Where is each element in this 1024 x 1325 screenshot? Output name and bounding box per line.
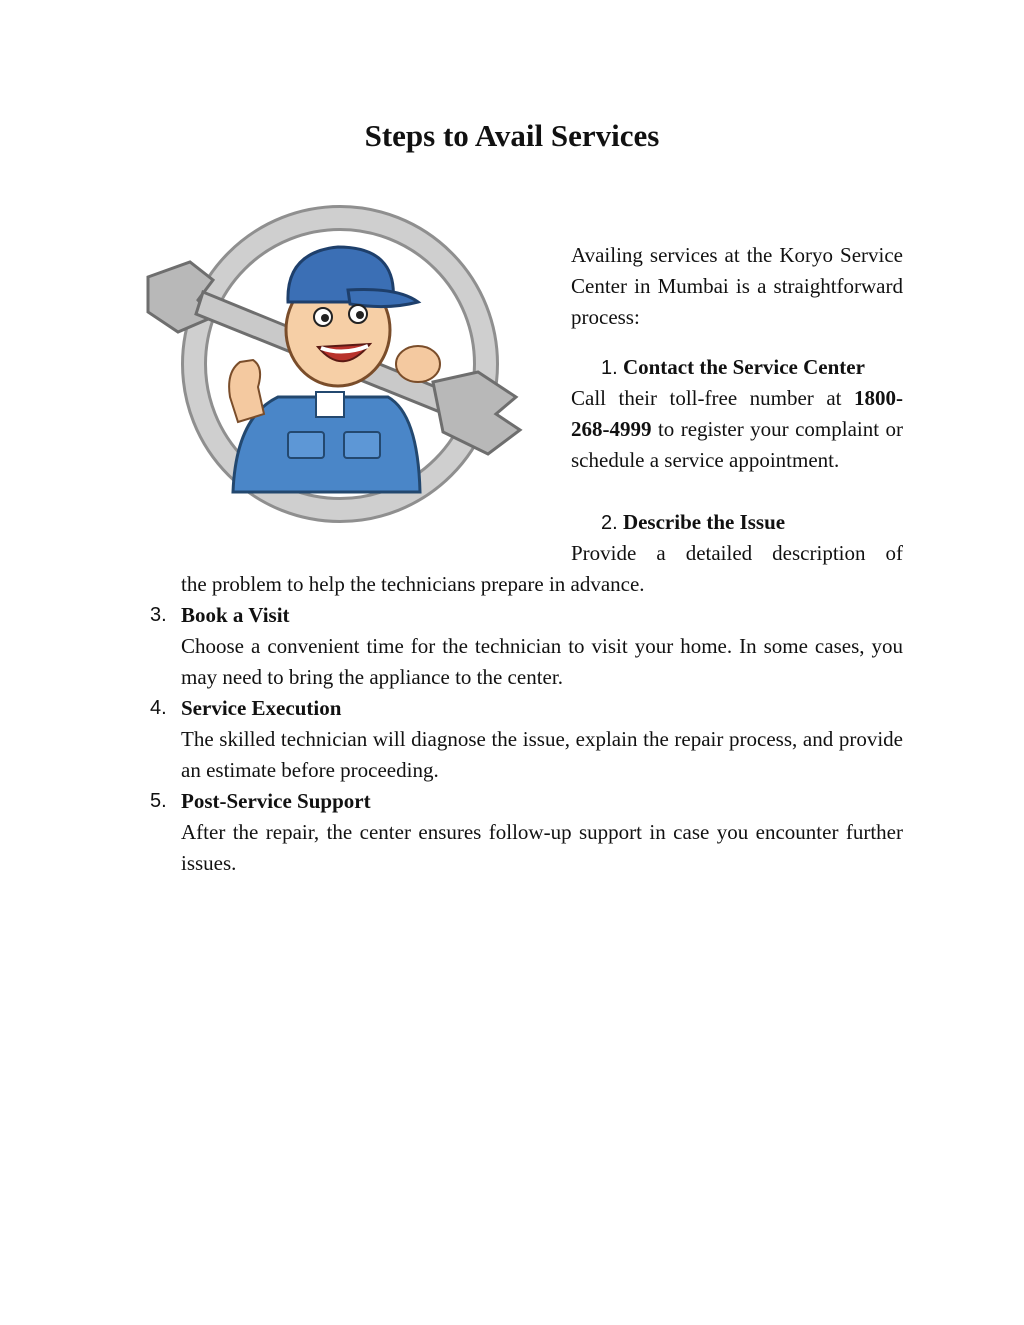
step-3-title: Book a Visit — [181, 603, 290, 627]
step-1-heading — [601, 352, 911, 384]
step-5-body: After the repair, the center ensures follow-up support in case you encounter further issues. — [181, 820, 903, 875]
step-1-text-after: to register your complaint or schedule a service appointment. — [571, 417, 903, 472]
step-1-body — [571, 383, 903, 476]
step-2-body-line1: Provide a detailed description of — [571, 541, 903, 565]
step-3-number: 3. — [150, 604, 167, 626]
step-3 — [150, 600, 903, 693]
step-2-heading — [601, 507, 785, 539]
step-4-number: 4. — [150, 697, 167, 719]
step-2-number: 2. — [601, 512, 618, 534]
toll-free-number: 1800-268-4999 — [571, 386, 903, 441]
page-title: Steps to Avail Services — [364, 118, 660, 153]
technician-with-wrench-illustration — [118, 192, 558, 537]
intro-paragraph: Availing services at the Koryo Service Center in Mumbai is a straightforward process: — [571, 243, 903, 329]
step-4-body: The skilled technician will diagnose the issue, explain the repair process, and provide an estimate before proceeding. — [181, 727, 903, 782]
step-2-title: Describe the Issue — [622, 510, 786, 534]
step-3-body: Choose a convenient time for the technician to visit your home. In some cases, you may need to bring the appliance to the center. — [181, 634, 903, 689]
step-5-title: Post-Service Support — [181, 789, 371, 813]
step-1-text-before: Call their toll-free number at — [571, 386, 842, 410]
step-4 — [150, 693, 903, 786]
step-2-body-line2: the problem to help the technicians prepare in advance. — [181, 572, 645, 596]
step-5-number: 5. — [150, 790, 167, 812]
step-5 — [150, 786, 903, 879]
step-1-title: Contact the Service Center — [622, 355, 865, 379]
step-1-number: 1. — [601, 357, 618, 379]
step-4-title: Service Execution — [181, 696, 342, 720]
